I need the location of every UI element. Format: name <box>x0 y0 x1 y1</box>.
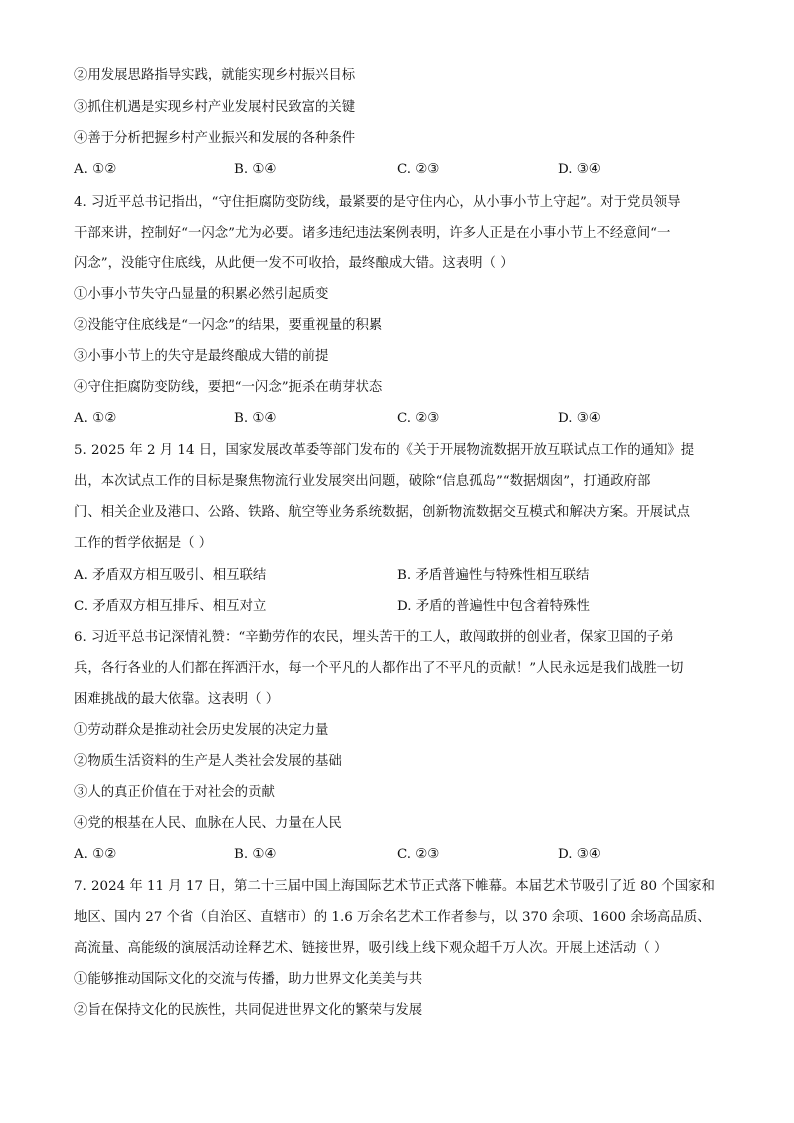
q3-option-b: B. ①④ <box>234 162 277 177</box>
q4-stem-line-1: 4. 习近平总书记指出，“守住拒腐防变防线，最紧要的是守住内心，从小事小节上守起”。对于党员领导 <box>74 195 681 210</box>
q5-option-b: B. 矛盾普遍性与特殊性相互联结 <box>397 568 590 583</box>
q6-stem-line-1: 6. 习近平总书记深情礼赞：“辛勤劳作的农民，埋头苦干的工人，敢闯敢拼的创业者，保家卫国的子弟 <box>74 630 674 645</box>
q3-options <box>74 160 734 180</box>
q4-option-a: A. ①② <box>74 411 117 426</box>
q6-option-b: B. ①④ <box>234 847 277 862</box>
q3-statement-4: ④善于分析把握乡村产业振兴和发展的各种条件 <box>74 131 356 146</box>
q6-statement-1: ①劳动群众是推动社会历史发展的决定力量 <box>74 723 329 738</box>
q6-statement-2: ②物质生活资料的生产是人类社会发展的基础 <box>74 754 342 769</box>
q6-stem-line-2: 兵，各行各业的人们都在挥洒汗水，每一个平凡的人都作出了不平凡的贡献！”人民永远是我们战胜一切 <box>74 661 684 676</box>
q5-stem-line-2: 出，本次试点工作的目标是聚焦物流行业发展突出问题，破除“信息孤岛”“数据烟囱”，打通政府部 <box>74 474 651 489</box>
q5-option-c: C. 矛盾双方相互排斥、相互对立 <box>74 599 267 614</box>
q6-option-d: D. ③④ <box>558 847 601 862</box>
q3-option-a: A. ①② <box>74 162 117 177</box>
q4-statement-1: ①小事小节失守凸显量的积累必然引起质变 <box>74 287 329 302</box>
q3-option-c: C. ②③ <box>397 162 440 177</box>
q5-stem-line-4: 工作的哲学依据是（ ） <box>74 536 213 551</box>
q4-statement-3: ③小事小节上的失守是最终酿成大错的前提 <box>74 349 329 364</box>
q6-options <box>74 845 734 865</box>
q4-option-c: C. ②③ <box>397 411 440 426</box>
q6-statement-4: ④党的根基在人民、血脉在人民、力量在人民 <box>74 816 342 831</box>
q5-option-d: D. 矛盾的普遍性中包含着特殊性 <box>397 599 590 614</box>
q5-stem-line-3: 门、相关企业及港口、公路、铁路、航空等业务系统数据，创新物流数据交互模式和解决方案。开展试点 <box>74 505 690 520</box>
q3-option-d: D. ③④ <box>558 162 601 177</box>
q5-options-row-1 <box>74 566 734 586</box>
q6-option-a: A. ①② <box>74 847 117 862</box>
q7-stem-line-1: 7. 2024 年 11 月 17 日，第二十三届中国上海国际艺术节正式落下帷幕。本届艺术节吸引了近 80 个国家和 <box>74 879 715 894</box>
q7-stem-line-2: 地区、国内 27 个省（自治区、直辖市）的 1.6 万余名艺术工作者参与，以 370 余项、1600 余场高品质、 <box>74 910 711 925</box>
q4-option-d: D. ③④ <box>558 411 601 426</box>
q6-option-c: C. ②③ <box>397 847 440 862</box>
q6-statement-3: ③人的真正价值在于对社会的贡献 <box>74 785 275 800</box>
q4-options <box>74 409 734 429</box>
q6-stem-line-3: 困难挑战的最大依靠。这表明（ ） <box>74 692 280 707</box>
q3-statement-2: ②用发展思路指导实践，就能实现乡村振兴目标 <box>74 68 356 83</box>
q4-statement-2: ②没能守住底线是“一闪念”的结果，要重视量的积累 <box>74 318 383 333</box>
q3-statement-3: ③抓住机遇是实现乡村产业发展村民致富的关键 <box>74 100 356 115</box>
q5-option-a: A. 矛盾双方相互吸引、相互联结 <box>74 568 267 583</box>
q4-option-b: B. ①④ <box>234 411 277 426</box>
q7-statement-1: ①能够推动国际文化的交流与传播，助力世界文化美美与共 <box>74 972 423 987</box>
q4-stem-line-2: 干部来讲，控制好“一闪念”尤为必要。诸多违纪违法案例表明，许多人正是在小事小节上不经意间“一 <box>74 226 671 241</box>
q7-statement-2: ②旨在保持文化的民族性，共同促进世界文化的繁荣与发展 <box>74 1003 423 1018</box>
q5-options-row-2 <box>74 597 734 617</box>
q4-stem-line-3: 闪念”，没能守住底线，从此便一发不可收拾，最终酿成大错。这表明（ ） <box>74 256 514 271</box>
q7-stem-line-3: 高流量、高能级的演展活动诠释艺术、链接世界，吸引线上线下观众超千万人次。开展上述活动（ ） <box>74 941 668 956</box>
q5-stem-line-1: 5. 2025 年 2 月 14 日，国家发展改革委等部门发布的《关于开展物流数据开放互联试点工作的通知》提 <box>74 443 695 458</box>
q4-statement-4: ④守住拒腐防变防线，要把“一闪念”扼杀在萌芽状态 <box>74 380 383 395</box>
